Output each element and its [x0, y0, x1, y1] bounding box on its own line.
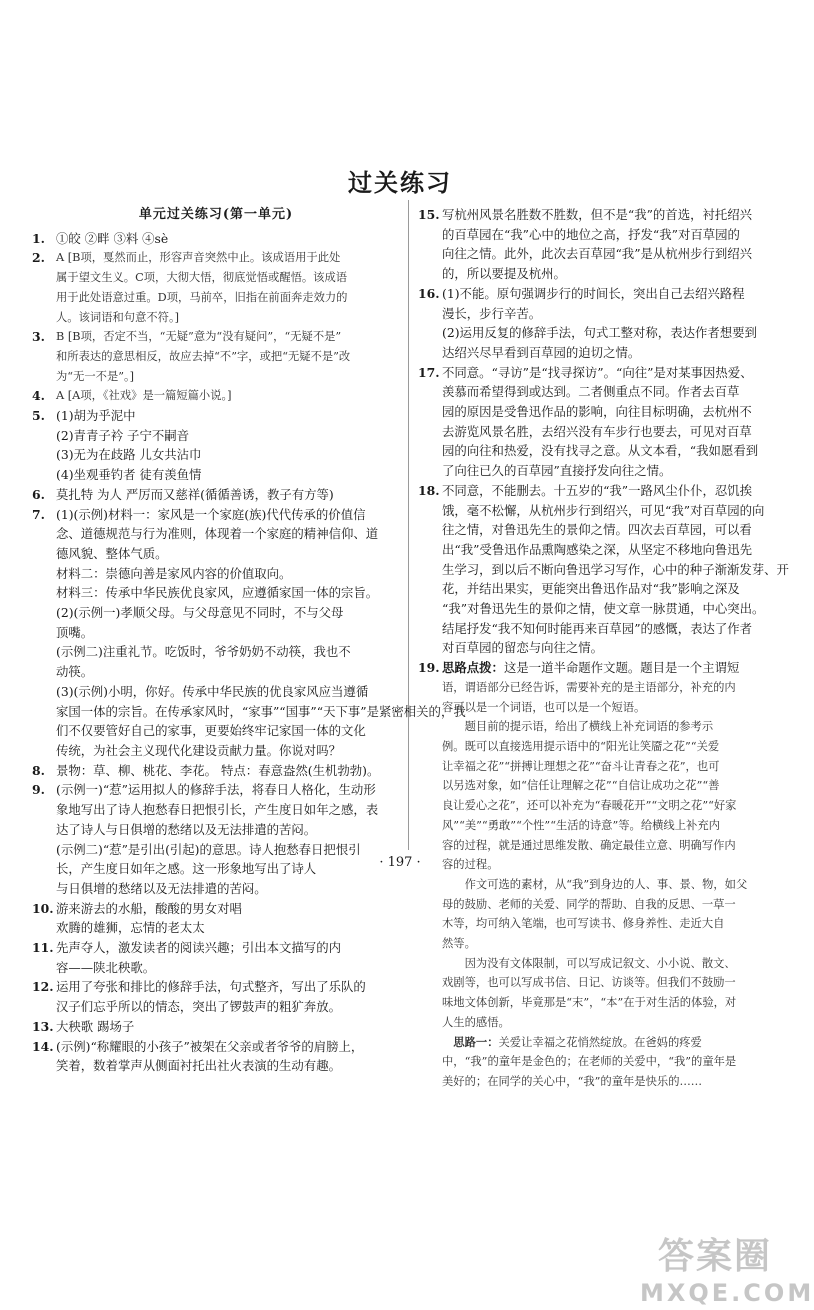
answer-line: 材料三：传承中华民族优良家风，应遵循家国一体的宗旨。 [56, 585, 379, 601]
answer-line: (4)坐观垂钓者 徒有羡鱼情 [56, 467, 202, 483]
answer-line: 象地写出了诗人抱愁春日把恨引长，产生度日如年之感，表 [56, 802, 379, 818]
answer-line: 达绍兴尽早看到百草园的迫切之情。 [442, 344, 641, 360]
answer-line: 德风貌、整体气质。 [56, 545, 168, 561]
answer-item [32, 899, 400, 938]
answer-number: 12. [32, 979, 54, 995]
answer-line: 园的向往和热爱，没有找寻之意。从文本看，“我如愿看到 [442, 443, 759, 459]
answer-number: 2. [32, 250, 45, 266]
answer-line: (示例)“称耀眼的小孩子”被架在父亲或者爷爷的肩膀上， [56, 1038, 364, 1054]
answer-line: 欢腾的雄狮，忘情的老太太 [56, 920, 205, 936]
answer-item [418, 205, 780, 284]
answer-line: 念、道德规范与行为准则，体现着一个家庭的精神信仰、道 [56, 526, 379, 542]
answer-line: 生学习，到以后不断向鲁迅学习写作，心中的种子渐渐发芽、开 [442, 561, 789, 577]
answer-line: 先声夺人，激发读者的阅读兴趣；引出本文描写的内 [56, 940, 341, 956]
guidance-paragraph [418, 717, 780, 875]
answer-item [32, 780, 400, 898]
answer-line: 的百草园在“我”心中的地位之高，抒发“我”对百草园的 [442, 226, 740, 242]
answer-item [32, 1037, 400, 1076]
answer-line: 材料二：崇德向善是家风内容的价值取向。 [56, 565, 292, 581]
answer-line: 莫扎特 为人 严厉而又慈祥(循循善诱，教子有方等) [56, 486, 334, 502]
writing-guidance [418, 717, 780, 1032]
answer-line: 往之情，对鲁迅先生的景仰之情。四次去百草园，可以看 [442, 522, 752, 538]
answer-line: 语，谓语部分已经告诉，需要补充的是主语部分，补充的内 [442, 680, 736, 694]
answer-number: 8. [32, 762, 45, 778]
answer-line: 不同意。“寻访”是“找寻探访”。“向往”是对某事因热爱、 [442, 364, 753, 380]
answer-line: 与日俱增的愁绪以及无法排遣的苦闷。 [56, 880, 267, 896]
answer-number: 11. [32, 940, 54, 956]
guidance-paragraph [418, 875, 780, 954]
answer-number: 4. [32, 388, 45, 404]
answer-line: 和所表达的意思相反，故应去掉“不”字，或把“无疑不是”改 [56, 349, 351, 363]
answer-line: (1)不能。原句强调步行的时间长，突出自己去绍兴路程 [442, 285, 745, 301]
idea-line: 美好的；在同学的关心中，“我”的童年是快乐的…… [442, 1074, 703, 1088]
answer-number: 10. [32, 900, 54, 916]
idea-one-paragraph [418, 1033, 780, 1092]
idea-line: 思路一：关爱让幸福之花悄然绽放。在爸妈的疼爱 [442, 1034, 702, 1049]
answer-line: A [B项，戛然而止，形容声音突然中止。该成语用于此处 [56, 251, 341, 265]
answer-line: 达了诗人与日俱增的愁绪以及无法排遣的苦闷。 [56, 821, 317, 837]
answer-line: 去游览风景名胜，去绍兴没有车步行也要去，可见对百草 [442, 423, 752, 439]
page-number: · 197 · [379, 855, 421, 870]
answer-label: 思路点拨： [442, 660, 504, 676]
guidance-line: 木等，均可纳入笔端，也可写读书、修身养性、走近大自 [442, 917, 725, 931]
watermark-logo: 答案圈 [657, 1236, 772, 1277]
guidance-paragraph [418, 954, 780, 1033]
answer-line: 出“我”受鲁迅作品熏陶感染之深，从坚定不移地向鲁迅先 [442, 541, 753, 557]
answer-number: 17. [418, 364, 440, 380]
answer-item [32, 1017, 400, 1037]
answer-line: 长，产生度日如年之感。这一形象地写出了诗人 [56, 861, 317, 877]
answer-number: 3. [32, 329, 45, 345]
guidance-line: 人生的感悟。 [442, 1015, 510, 1029]
answer-line: (2)运用反复的修辞手法，句式工整对称，表达作者想要到 [442, 325, 757, 341]
answer-number: 5. [32, 408, 45, 424]
watermark-url: MXQE.COM [640, 1279, 814, 1307]
answer-line: (3)无为在歧路 儿女共沾巾 [56, 447, 202, 463]
right-column [418, 205, 789, 1092]
answer-line: 属于望文生义。C项，大彻大悟，彻底觉悟或醒悟。该成语 [56, 271, 348, 285]
answer-number: 16. [418, 285, 440, 301]
answer-line: B [B项，否定不当，“无疑”意为“没有疑问”，“无疑不是” [56, 330, 342, 344]
answer-line: (2)(示例一)孝顺父母。与父母意见不同时，不与父母 [56, 605, 344, 621]
answer-line: 羡慕而希望得到或达到。二者侧重点不同。作者去百草 [442, 384, 740, 400]
answer-line: 运用了夸张和排比的修辞手法，句式整齐，写出了乐队的 [56, 979, 366, 995]
answer-line: A [A项，《社戏》是一篇短篇小说。] [56, 389, 232, 403]
answer-line: 用于此处语意过重。D项，马前卒，旧指在前面奔走效力的 [56, 290, 348, 304]
answer-item [32, 406, 400, 485]
guidance-line: 然等。 [442, 937, 476, 951]
answer-line: (1)(示例)材料一：家风是一个家庭(族)代代传承的价值信 [56, 506, 366, 522]
answer-line: “我”对鲁迅先生的景仰之情，使文章一脉贯通，中心突出。 [442, 601, 765, 617]
answer-line: 人。该词语和句意不符。] [56, 310, 180, 324]
answer-item [418, 363, 780, 481]
guidance-line: 以另选对象，如“信任让理解之花”“自信让成功之花”“善 [442, 779, 720, 793]
answer-item [32, 229, 400, 249]
idea-one [418, 1033, 780, 1092]
page-title: 过关练习 [348, 168, 452, 197]
answer-line: (示例二)注重礼节。吃饭时，爷爷奶奶不动筷，我也不 [56, 644, 351, 660]
guidance-line: 容的过程。 [442, 858, 499, 872]
right-answer-list [418, 205, 789, 717]
answer-line: 容——陕北秧歌。 [56, 959, 156, 975]
idea-label: 思路一： [442, 1034, 499, 1049]
answer-line: 了向往已久的百草园”直接抒发向往之情。 [442, 463, 672, 479]
answer-line: 汉子们忘乎所以的情态，突出了锣鼓声的粗犷奔放。 [56, 999, 341, 1015]
answer-line: 笑着，数着掌声从侧面衬托出社火表演的生动有趣。 [56, 1058, 341, 1074]
answer-item [418, 658, 780, 717]
guidance-line: 母的鼓励、老师的关爱、同学的帮助、自我的反思、一草一 [442, 897, 736, 911]
watermark [640, 1228, 814, 1307]
guidance-line: 戏剧等，也可以写成书信、日记、访谈等。但我们不鼓励一 [442, 976, 736, 990]
answer-item [32, 327, 400, 386]
answer-number: 18. [418, 482, 440, 498]
answer-line: 景物：草、柳、桃花、李花。 特点：春意盎然(生机勃勃)。 [56, 762, 380, 778]
answer-line: 对百草园的留恋与向往之情。 [442, 640, 604, 656]
answer-item [32, 938, 400, 977]
guidance-line: 因为没有文体限制，可以写成记叙文、小小说、散文、 [442, 956, 736, 970]
guidance-line: 题目前的提示语，给出了横线上补充词语的参考示 [442, 720, 714, 734]
answer-line: ①皎 ②畔 ③料 ④sè [56, 230, 169, 246]
answer-item [32, 248, 400, 327]
answer-line: 思路点拨：这是一道半命题作文题。题目是一个主谓短 [442, 660, 740, 676]
answer-number: 13. [32, 1018, 54, 1034]
answer-item [32, 977, 400, 1016]
answer-line: 们不仅要管好自己的家事，更要始终牢记家国一体的文化 [56, 723, 366, 739]
answer-number: 6. [32, 486, 45, 502]
answer-line: 园的原因是受鲁迅作品的影响，向往目标明确，去杭州不 [442, 404, 752, 420]
answer-item [418, 481, 789, 658]
section-title: 单元过关练习(第一单元) [138, 207, 294, 222]
guidance-line: 容的过程，就是通过思维发散、确定最佳立意、明确写作内 [442, 838, 736, 852]
answer-line: 顶嘴。 [56, 624, 94, 640]
answer-line: 动筷。 [56, 664, 94, 680]
guidance-line: 风”“美”“勇敢”“个性”“生活的诗意”等。给横线上补充内 [442, 818, 720, 832]
answer-number: 19. [418, 660, 440, 676]
answer-number: 14. [32, 1038, 54, 1054]
answer-line: 大秧歌 踢场子 [56, 1018, 135, 1034]
answer-line: 容可以是一个词语，也可以是一个短语。 [442, 700, 646, 714]
answer-number: 1. [32, 230, 45, 246]
answer-line: (1)胡为乎泥中 [56, 408, 136, 424]
answer-item [32, 386, 400, 406]
answer-line: (3)(示例)小明，你好。传承中华民族的优良家风应当遵循 [56, 683, 369, 699]
answer-line: 饿，毫不松懈，从杭州步行到绍兴，可见“我”对百草园的向 [442, 502, 765, 518]
answer-item [418, 284, 780, 363]
answer-line: 传统，为社会主义现代化建设贡献力量。你说对吗？ [56, 742, 341, 758]
answer-item [32, 485, 400, 505]
guidance-line: 味地文体创新，毕竟那是“末”，“本”在于对生活的体验，对 [442, 996, 737, 1010]
answer-number: 7. [32, 506, 45, 522]
guidance-line: 让幸福之花”“拼搏让理想之花”“奋斗让青春之花”，也可 [442, 759, 720, 773]
answer-line: 游来游去的水船，酸酸的男女对唱 [56, 900, 242, 916]
answer-line: 家国一体的宗旨。在传承家风时，“家事”“国事”“天下事”是紧密相关的，我 [56, 703, 466, 719]
guidance-line: 良让爱心之花”，还可以补充为“春暖花开”“文明之花”“好家 [442, 799, 737, 813]
answer-line: (2)青青子衿 子宁不嗣音 [56, 427, 190, 443]
answer-number: 9. [32, 782, 45, 798]
idea-line: 中，“我”的童年是金色的；在老师的关爱中，“我”的童年是 [442, 1055, 737, 1069]
answer-line: (示例一)“惹”运用拟人的修辞手法，将春日人格化，生动形 [56, 782, 376, 798]
answer-line: (示例二)“惹”是引出(引起)的意思。诗人抱愁春日把恨引 [56, 841, 361, 857]
answer-item [32, 761, 400, 781]
guidance-line: 作文可选的素材，从“我”到身边的人、事、景、物，如父 [442, 877, 748, 891]
answer-line: 为“无一不是”。] [56, 369, 135, 383]
answer-line: 漫长，步行辛苦。 [442, 305, 542, 321]
guidance-line: 例。既可以直接选用提示语中的“阳光让笑靥之花”“关爱 [442, 739, 720, 753]
answer-line: 结尾抒发“我不知何时能再来百草园”的感慨，表达了作者 [442, 620, 753, 636]
answer-number: 15. [418, 207, 440, 222]
answer-line: 写杭州风景名胜数不胜数，但不是“我”的首选，衬托绍兴 [442, 207, 753, 222]
answer-line: 不同意，不能删去。十五岁的“我”一路风尘仆仆，忍饥挨 [442, 482, 753, 498]
column-divider [408, 200, 409, 850]
answer-line: 向往之情。此外，此次去百草园“我”是从杭州步行到绍兴 [442, 246, 753, 262]
answer-line: 花，并结出果实，更能突出鲁迅作品对“我”影响之深及 [442, 581, 740, 597]
answer-line: 的，所以要提及杭州。 [442, 266, 566, 282]
